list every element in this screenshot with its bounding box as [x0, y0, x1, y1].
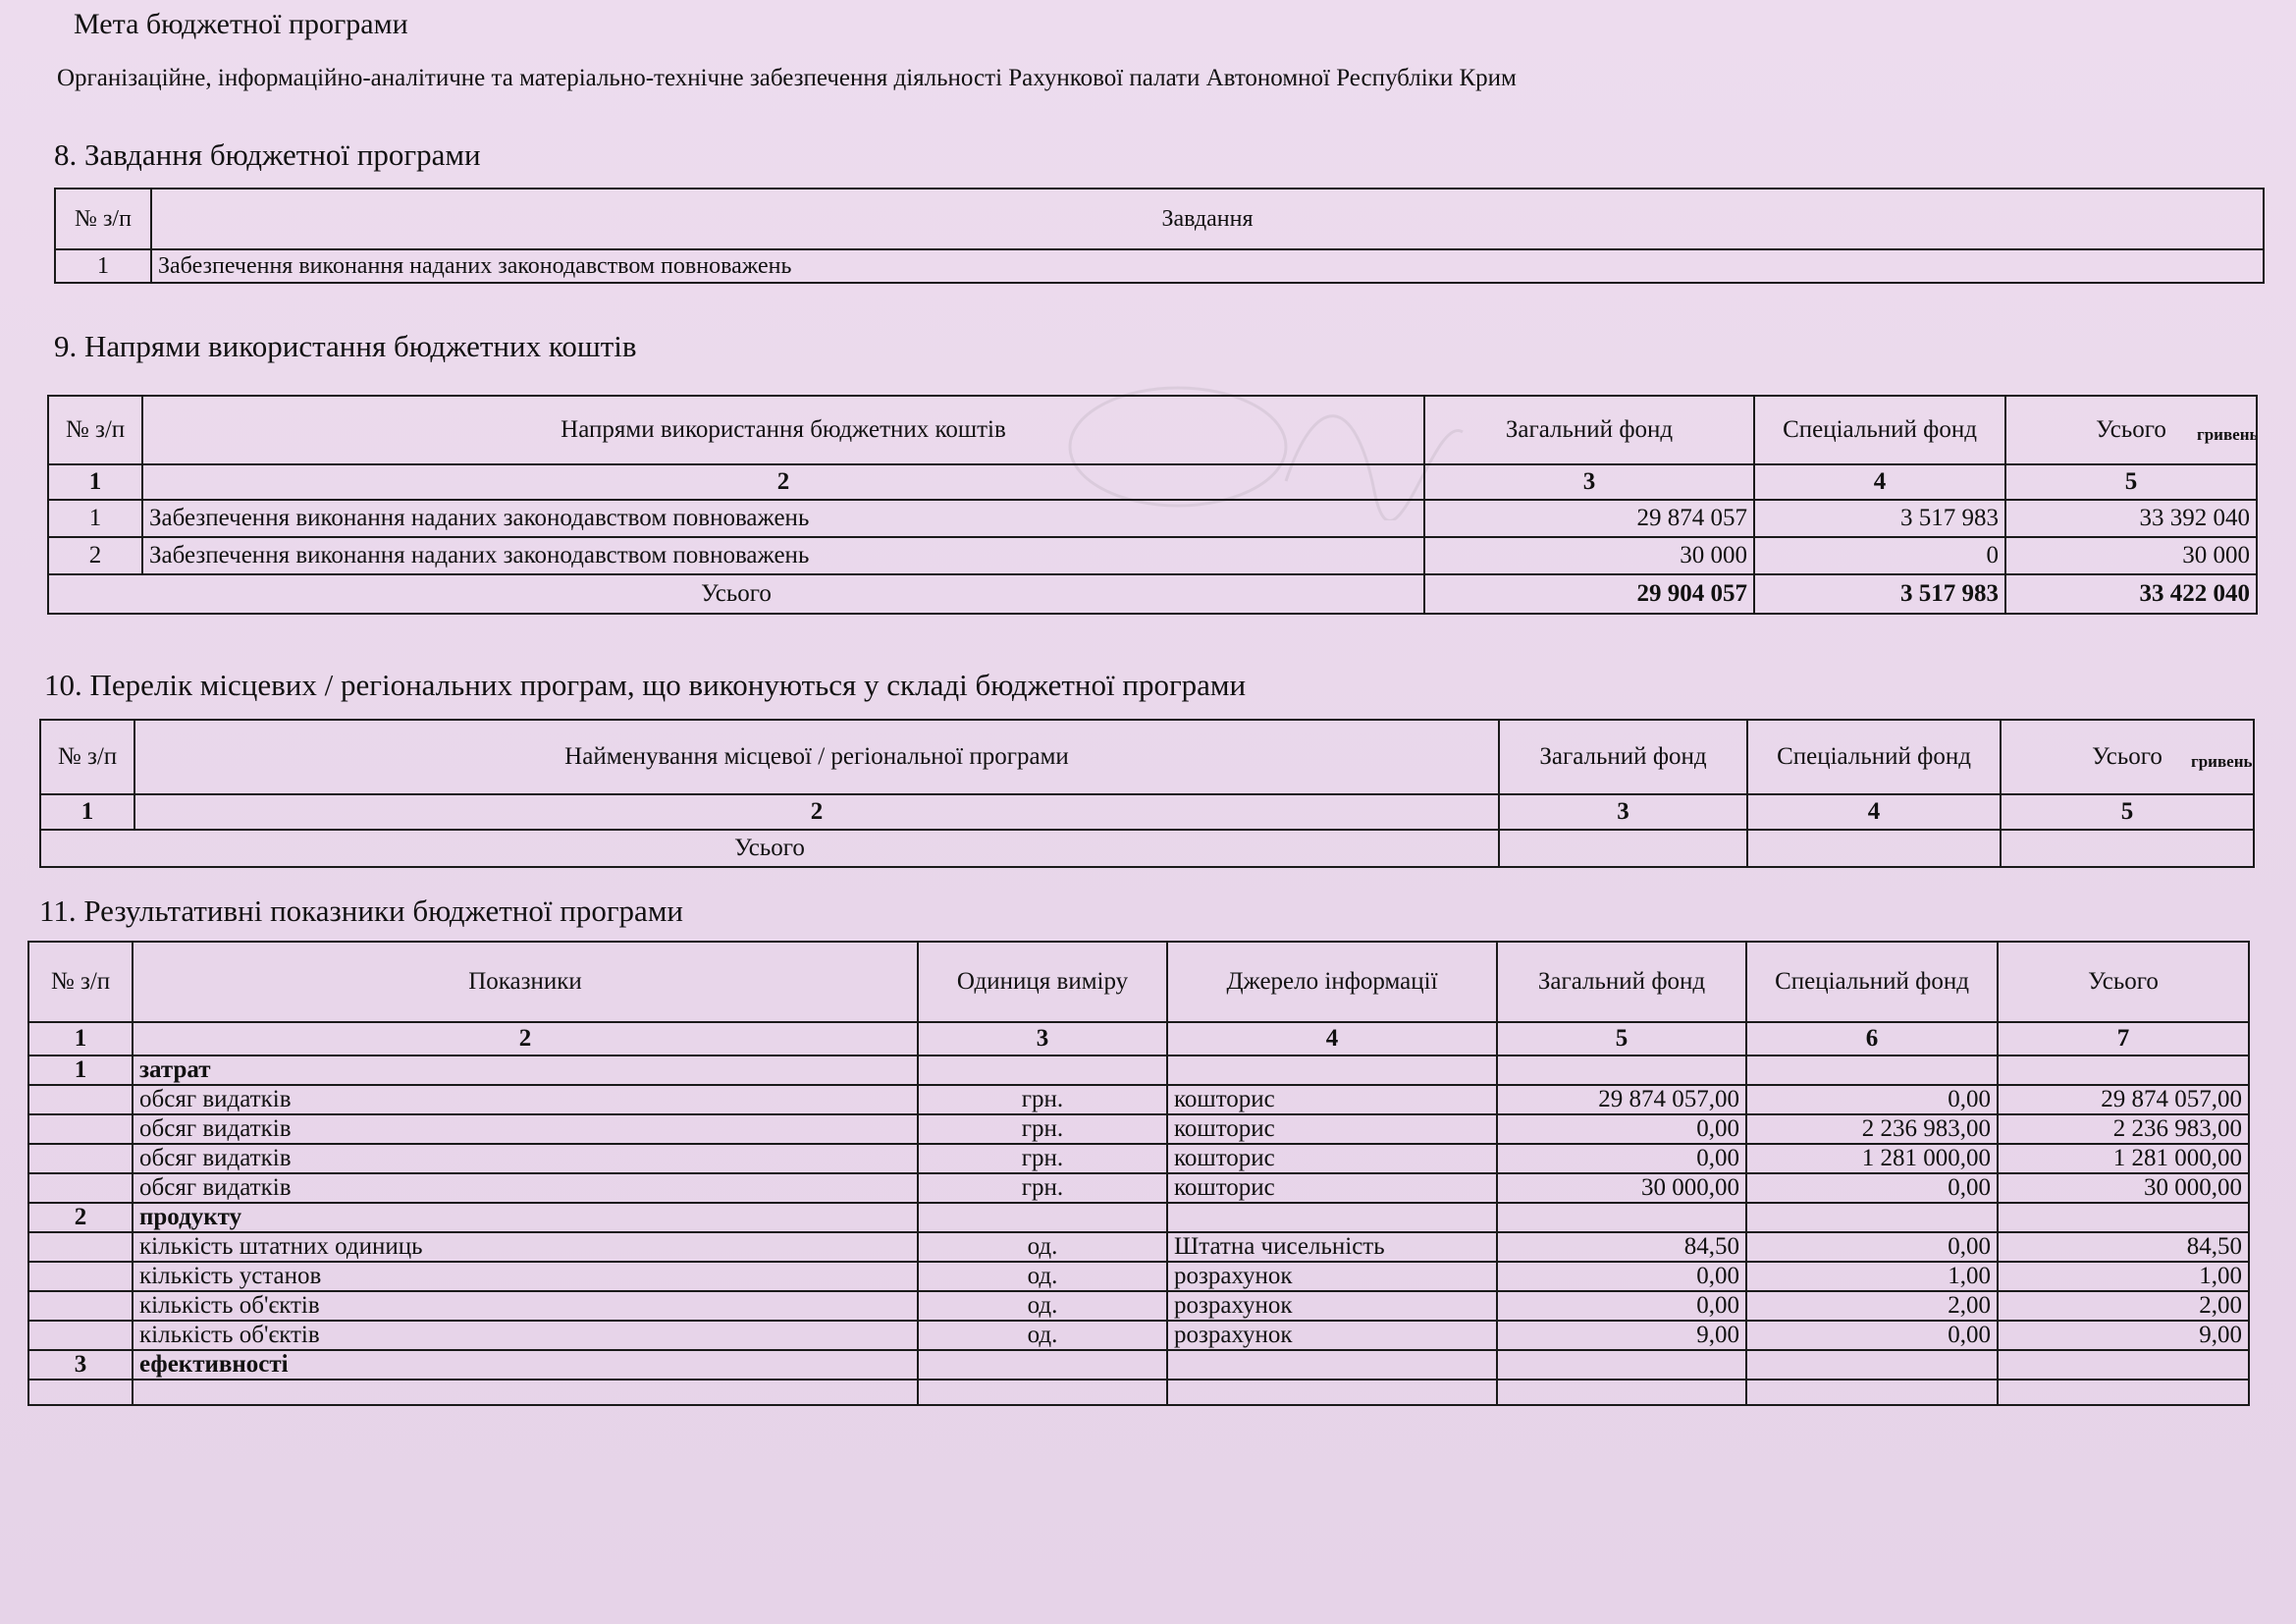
header-general-fund: Загальний фонд: [1497, 942, 1746, 1022]
header-num: № з/п: [55, 189, 151, 249]
header-general-fund: Загальний фонд: [1499, 720, 1747, 794]
header-special-fund: Спеціальний фонд: [1754, 396, 2005, 464]
cell-special-fund: 3 517 983: [1754, 500, 2005, 537]
col-num: 1: [40, 794, 134, 830]
cell-source: [1167, 1056, 1497, 1085]
table-row: [55, 249, 2264, 283]
cell-general-fund: 30 000: [1424, 537, 1754, 574]
cell-indicator: обсяг видатків: [133, 1173, 918, 1203]
cell-total: 29 874 057,00: [1998, 1085, 2249, 1114]
header-general-fund: Загальний фонд: [1424, 396, 1754, 464]
cell-unit: од.: [918, 1232, 1167, 1262]
col-num: 1: [48, 464, 142, 500]
cell-general-fund: 30 000,00: [1497, 1173, 1746, 1203]
table-row: [48, 537, 2257, 574]
table-row: [28, 1114, 2249, 1144]
table-header-row: [48, 396, 2257, 464]
cell-general-fund: 0,00: [1497, 1291, 1746, 1321]
header-unit: Одиниця виміру: [918, 942, 1167, 1022]
col-num: 3: [1499, 794, 1747, 830]
cell-source: [1167, 1350, 1497, 1380]
cell-general-fund: [1497, 1350, 1746, 1380]
total-label: Усього: [48, 574, 1424, 614]
cell-num: 1: [48, 500, 142, 537]
cell-total: 30 000: [2005, 537, 2257, 574]
cell-direction: Забезпечення виконання наданих законодавством повноважень: [142, 500, 1424, 537]
total-special-fund: 3 517 983: [1754, 574, 2005, 614]
local-programs-table: [39, 719, 2255, 868]
col-num: 5: [2001, 794, 2254, 830]
col-num: 4: [1167, 1022, 1497, 1056]
cell-total: 30 000,00: [1998, 1173, 2249, 1203]
cell-special-fund: 2,00: [1746, 1291, 1998, 1321]
cell-total: 84,50: [1998, 1232, 2249, 1262]
cell-indicator: кількість установ: [133, 1262, 918, 1291]
section-11-title: 11. Результативні показники бюджетної програми: [39, 893, 684, 928]
cell-special-fund: [1746, 1203, 1998, 1232]
cell-unit: [918, 1203, 1167, 1232]
table-row: [28, 1380, 2249, 1405]
header-indicator: Показники: [133, 942, 918, 1022]
indicators-body: [28, 1056, 2249, 1405]
table-row: [28, 1321, 2249, 1350]
col-num: 4: [1754, 464, 2005, 500]
header-task: Завдання: [151, 189, 2264, 249]
cell-general-fund: 29 874 057,00: [1497, 1085, 1746, 1114]
unit-label: гривень: [2197, 425, 2259, 444]
total-total: [2001, 830, 2254, 867]
section-8-title: 8. Завдання бюджетної програми: [54, 137, 481, 172]
total-special-fund: [1747, 830, 2001, 867]
unit-label: гривень: [2191, 752, 2253, 771]
cell-total: [1998, 1203, 2249, 1232]
cell-special-fund: 0,00: [1746, 1321, 1998, 1350]
cell-num: [28, 1380, 133, 1405]
cell-indicator: затрат: [133, 1056, 918, 1085]
table-group-row: [28, 1350, 2249, 1380]
table-row: [48, 500, 2257, 537]
col-num: 2: [133, 1022, 918, 1056]
cell-source: розрахунок: [1167, 1321, 1497, 1350]
cell-total: [1998, 1380, 2249, 1405]
cell-num: 1: [28, 1056, 133, 1085]
header-num: № з/п: [28, 942, 133, 1022]
col-num: 4: [1747, 794, 2001, 830]
cell-num: 1: [55, 249, 151, 283]
cell-total: [1998, 1056, 2249, 1085]
cell-num: 3: [28, 1350, 133, 1380]
cell-special-fund: [1746, 1380, 1998, 1405]
cell-source: кошторис: [1167, 1085, 1497, 1114]
cell-general-fund: [1497, 1056, 1746, 1085]
cell-general-fund: 0,00: [1497, 1262, 1746, 1291]
table-group-row: [28, 1203, 2249, 1232]
cell-unit: грн.: [918, 1173, 1167, 1203]
header-num: № з/п: [48, 396, 142, 464]
section-10-title: 10. Перелік місцевих / регіональних програм, що виконуються у складі бюджетної програми: [44, 668, 1247, 702]
cell-num: [28, 1114, 133, 1144]
cell-total: 33 392 040: [2005, 500, 2257, 537]
table-header-row: [28, 942, 2249, 1022]
cell-indicator: ефективності: [133, 1350, 918, 1380]
cell-general-fund: 84,50: [1497, 1232, 1746, 1262]
cell-unit: грн.: [918, 1114, 1167, 1144]
col-num: 3: [1424, 464, 1754, 500]
section-9-title: 9. Напрями використання бюджетних коштів: [54, 329, 637, 363]
cell-num: [28, 1144, 133, 1173]
col-num: 2: [142, 464, 1424, 500]
total-label: Усього: [40, 830, 1499, 867]
cell-num: 2: [48, 537, 142, 574]
cell-total: 1 281 000,00: [1998, 1144, 2249, 1173]
cell-unit: грн.: [918, 1144, 1167, 1173]
cell-num: [28, 1262, 133, 1291]
cell-num: [28, 1321, 133, 1350]
cell-special-fund: 2 236 983,00: [1746, 1114, 1998, 1144]
header-total: Усього: [2001, 720, 2254, 794]
total-total: 33 422 040: [2005, 574, 2257, 614]
cell-source: [1167, 1203, 1497, 1232]
cell-num: 2: [28, 1203, 133, 1232]
cell-general-fund: [1497, 1203, 1746, 1232]
table-row: [28, 1291, 2249, 1321]
cell-source: розрахунок: [1167, 1262, 1497, 1291]
cell-special-fund: 1,00: [1746, 1262, 1998, 1291]
tasks-table: [54, 188, 2265, 284]
directions-table: [47, 395, 2258, 615]
table-header-row: [40, 720, 2254, 794]
header-total: Усього: [1998, 942, 2249, 1022]
cell-source: кошторис: [1167, 1173, 1497, 1203]
cell-unit: од.: [918, 1291, 1167, 1321]
cell-special-fund: [1746, 1056, 1998, 1085]
cell-total: 9,00: [1998, 1321, 2249, 1350]
cell-unit: грн.: [918, 1085, 1167, 1114]
col-num: 3: [918, 1022, 1167, 1056]
table-row: [28, 1085, 2249, 1114]
total-general-fund: 29 904 057: [1424, 574, 1754, 614]
purpose-text: Організаційне, інформаційно-аналітичне та матеріально-технічне забезпечення діяльності Рахункової палати Автономної Республіки Крим: [57, 65, 1517, 91]
table-row: [28, 1262, 2249, 1291]
cell-direction: Забезпечення виконання наданих законодавством повноважень: [142, 537, 1424, 574]
cell-special-fund: [1746, 1350, 1998, 1380]
cell-total: 2 236 983,00: [1998, 1114, 2249, 1144]
table-row: [28, 1173, 2249, 1203]
header-total: Усього: [2005, 396, 2257, 464]
cell-special-fund: 0,00: [1746, 1085, 1998, 1114]
column-number-row: [40, 794, 2254, 830]
cell-unit: од.: [918, 1262, 1167, 1291]
cell-source: [1167, 1380, 1497, 1405]
cell-indicator: продукту: [133, 1203, 918, 1232]
cell-indicator: [133, 1380, 918, 1405]
cell-indicator: кількість об'єктів: [133, 1321, 918, 1350]
cell-num: [28, 1291, 133, 1321]
header-special-fund: Спеціальний фонд: [1746, 942, 1998, 1022]
total-general-fund: [1499, 830, 1747, 867]
cell-indicator: обсяг видатків: [133, 1085, 918, 1114]
cell-general-fund: 9,00: [1497, 1321, 1746, 1350]
cell-task: Забезпечення виконання наданих законодавством повноважень: [151, 249, 2264, 283]
column-number-row: [28, 1022, 2249, 1056]
cell-unit: [918, 1380, 1167, 1405]
header-source: Джерело інформації: [1167, 942, 1497, 1022]
cell-num: [28, 1085, 133, 1114]
col-num: 2: [134, 794, 1499, 830]
cell-indicator: обсяг видатків: [133, 1114, 918, 1144]
cell-general-fund: 0,00: [1497, 1114, 1746, 1144]
col-num: 5: [1497, 1022, 1746, 1056]
header-direction: Напрями використання бюджетних коштів: [142, 396, 1424, 464]
table-row: [28, 1144, 2249, 1173]
cell-indicator: кількість штатних одиниць: [133, 1232, 918, 1262]
cell-special-fund: 1 281 000,00: [1746, 1144, 1998, 1173]
cell-num: [28, 1173, 133, 1203]
header-top: Мета бюджетної програми: [74, 8, 408, 40]
cell-indicator: кількість об'єктів: [133, 1291, 918, 1321]
cell-source: кошторис: [1167, 1144, 1497, 1173]
cell-indicator: обсяг видатків: [133, 1144, 918, 1173]
cell-unit: [918, 1350, 1167, 1380]
cell-special-fund: 0: [1754, 537, 2005, 574]
cell-source: Штатна чисельність: [1167, 1232, 1497, 1262]
cell-num: [28, 1232, 133, 1262]
table-group-row: [28, 1056, 2249, 1085]
cell-special-fund: 0,00: [1746, 1232, 1998, 1262]
cell-unit: од.: [918, 1321, 1167, 1350]
header-num: № з/п: [40, 720, 134, 794]
cell-total: 1,00: [1998, 1262, 2249, 1291]
cell-special-fund: 0,00: [1746, 1173, 1998, 1203]
cell-total: 2,00: [1998, 1291, 2249, 1321]
col-num: 5: [2005, 464, 2257, 500]
col-num: 7: [1998, 1022, 2249, 1056]
indicators-table: [27, 941, 2250, 1406]
header-program-name: Найменування місцевої / регіональної програми: [134, 720, 1499, 794]
table-row: [28, 1232, 2249, 1262]
cell-source: розрахунок: [1167, 1291, 1497, 1321]
cell-source: кошторис: [1167, 1114, 1497, 1144]
column-number-row: [48, 464, 2257, 500]
cell-general-fund: 29 874 057: [1424, 500, 1754, 537]
table-header-row: [55, 189, 2264, 249]
cell-general-fund: [1497, 1380, 1746, 1405]
col-num: 1: [28, 1022, 133, 1056]
col-num: 6: [1746, 1022, 1998, 1056]
cell-total: [1998, 1350, 2249, 1380]
cell-general-fund: 0,00: [1497, 1144, 1746, 1173]
table-total-row: [40, 830, 2254, 867]
header-special-fund: Спеціальний фонд: [1747, 720, 2001, 794]
table-total-row: [48, 574, 2257, 614]
cell-unit: [918, 1056, 1167, 1085]
